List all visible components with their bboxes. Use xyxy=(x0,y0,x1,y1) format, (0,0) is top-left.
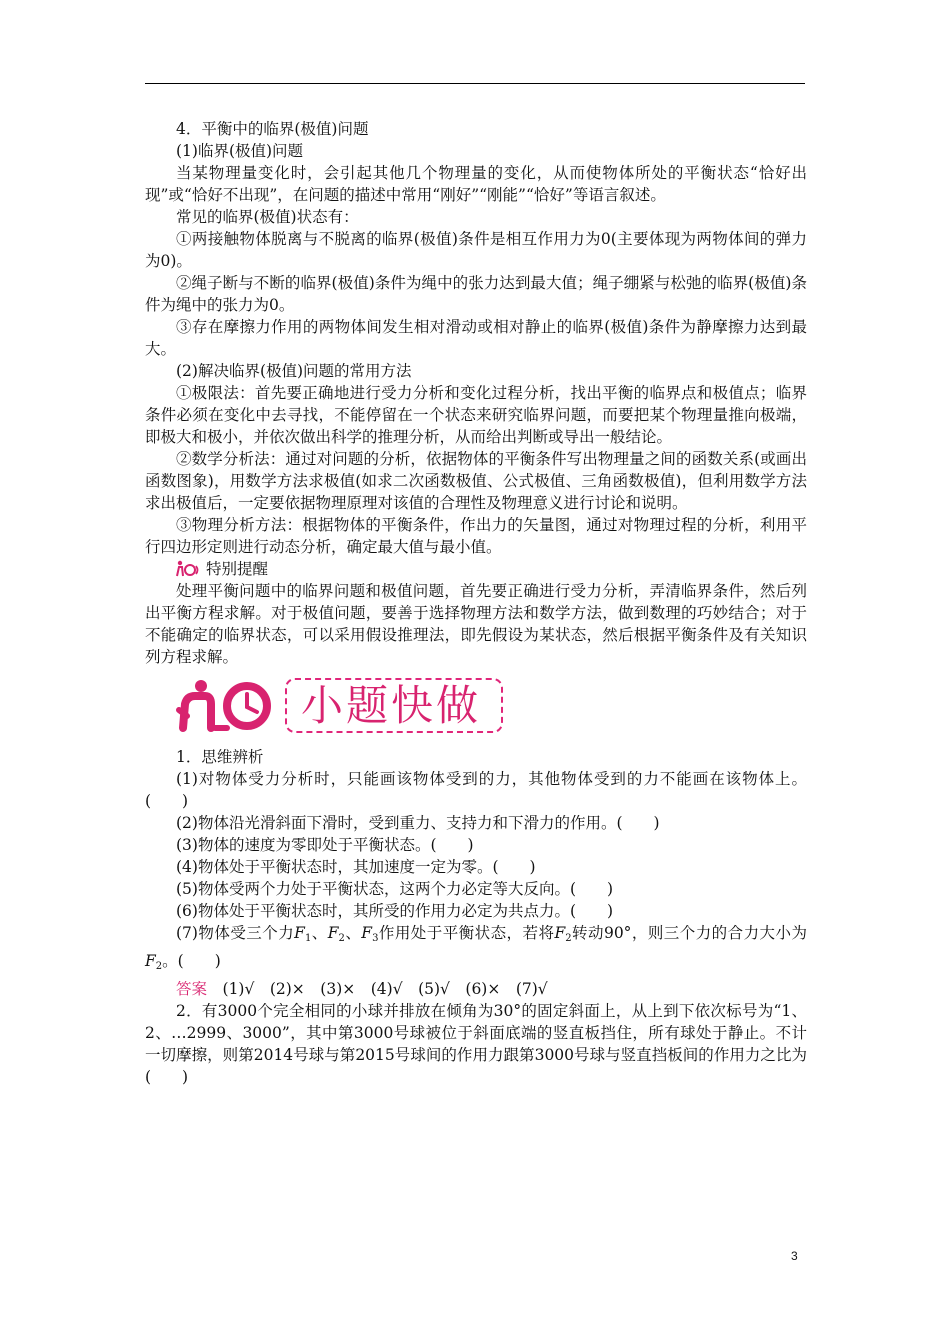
remark-label: 特别提醒 xyxy=(206,560,269,578)
question-item: (5)物体受两个力处于平衡状态，这两个力必定等大反向。( ) xyxy=(176,880,614,898)
section-heading: 4．平衡中的临界(极值)问题 xyxy=(176,120,369,138)
exercise-heading: 1．思维辨析 xyxy=(176,748,264,766)
list-item: ③存在摩擦力作用的两物体间发生相对滑动或相对静止的临界(极值)条件为静摩擦力达到最大。 xyxy=(145,318,807,358)
remark-text: 处理平衡问题中的临界问题和极值问题，首先要正确进行受力分析，弄清临界条件，然后列出平衡方程求解。对于极值问题，要善于选择物理方法和数学方法，做到数理的巧妙结合；对于不能确定的临界状态，可以采用假设推理法，即先假设为某状态，然后根据平衡条件及有关知识列方程求解。 xyxy=(145,582,807,666)
list-item: ②绳子断与不断的临界(极值)条件为绳中的张力达到最大值；绳子绷紧与松弛的临界(极值)条件为绳中的张力为0。 xyxy=(145,274,807,314)
paragraph: 常见的临界(极值)状态有： xyxy=(176,208,359,226)
practice-logo-icon xyxy=(175,674,285,738)
header-rule xyxy=(145,83,805,84)
page-number: 3 xyxy=(791,1249,798,1263)
question-item: (2)物体沿光滑斜面下滑时，受到重力、支持力和下滑力的作用。( ) xyxy=(176,814,660,832)
answer-label: 答案 xyxy=(176,980,208,998)
question-item: 2．有3000个完全相同的小球并排放在倾角为30°的固定斜面上，从上到下依次标号为“1、2、…2999、3000”，其中第3000号球被位于斜面底端的竖直板挡住，所有球处于静止。不计一切摩擦，则第2014号球与第2015号球间的作用力跟第3000号球与竖直挡板间的作用力之比为( ) xyxy=(145,1002,807,1086)
list-item: ①极限法：首先要正确地进行受力分析和变化过程分析，找出平衡的临界点和极值点；临界条件必须在变化中去寻找，不能停留在一个状态来研究临界问题，而要把某个物理量推向极端，即极大和极小，并依次做出科学的推理分析，从而给出判断或导出一般结论。 xyxy=(145,384,807,446)
subsection-heading: (1)临界(极值)问题 xyxy=(176,142,304,160)
quick-practice-banner xyxy=(175,674,507,742)
list-item: ②数学分析法：通过对问题的分析，依据物体的平衡条件写出物理量之间的函数关系(或画出函数图象)，用数学方法求极值(如求二次函数极值、公式极值、三角函数极值)，但利用数学方法求出极值后，一定要依据物理原理对该值的合理性及物理意义进行讨论和说明。 xyxy=(145,450,807,512)
question-item: (6)物体处于平衡状态时，其所受的作用力必定为共点力。( ) xyxy=(176,902,614,920)
question-item: (3)物体的速度为零即处于平衡状态。( ) xyxy=(176,836,474,854)
question-item: (1)对物体受力分析时，只能画该物体受到的力，其他物体受到的力不能画在该物体上。( ) xyxy=(145,770,807,810)
special-remark-header xyxy=(145,558,807,580)
remark-icon xyxy=(176,560,202,578)
banner-title: 小题快做 xyxy=(301,681,482,730)
list-item: ③物理分析方法：根据物体的平衡条件，作出力的矢量图，通过对物理过程的分析，利用平行四边形定则进行动态分析，确定最大值与最小值。 xyxy=(145,516,807,556)
question-item: (7)物体受三个力$F_1$、$F_2$、$F_3$作用处于平衡状态，若将$F_2$转动90°，则三个力的合力大小为$F_2$。( ) xyxy=(145,924,807,972)
subsection-heading: (2)解决临界(极值)问题的常用方法 xyxy=(176,362,412,380)
list-item: ①两接触物体脱离与不脱离的临界(极值)条件是相互作用力为0(主要体现为两物体间的弹力为0)。 xyxy=(145,230,807,270)
answer-text: (1)√ (2)× (3)× (4)√ (5)√ (6)× (7)√ xyxy=(207,980,548,998)
paragraph: 当某物理量变化时，会引起其他几个物理量的变化，从而使物体所处的平衡状态“恰好出现”或“恰好不出现”，在问题的描述中常用“刚好”“刚能”“恰好”等语言叙述。 xyxy=(145,164,807,204)
answer-line xyxy=(145,978,807,1000)
document-body xyxy=(145,118,807,1088)
question-item: (4)物体处于平衡状态时，其加速度一定为零。( ) xyxy=(176,858,536,876)
